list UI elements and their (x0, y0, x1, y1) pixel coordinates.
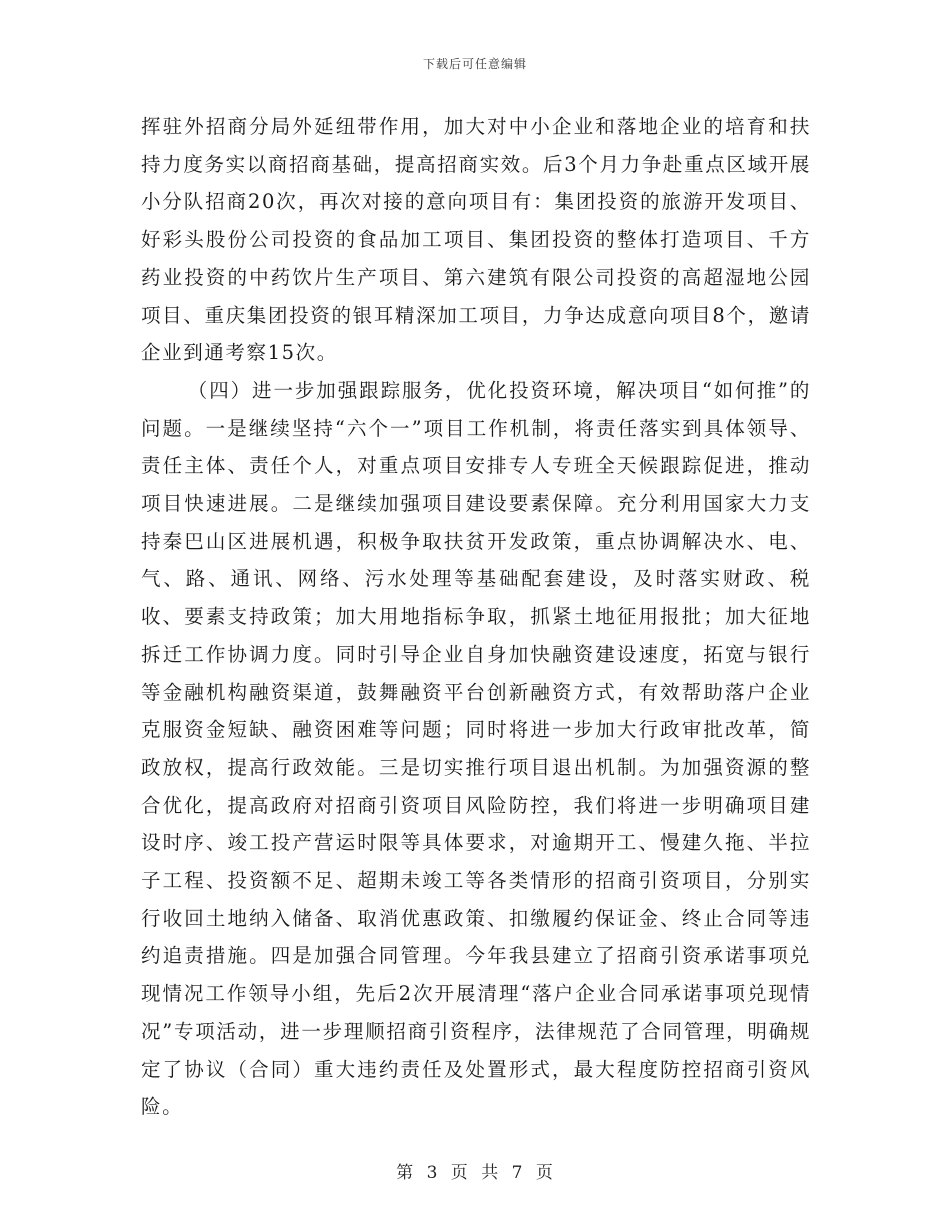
document-body (141, 108, 811, 1126)
page-number: 第 3 页 共 7 页 (396, 1163, 554, 1183)
page-header: 下载后可任意编辑 (422, 57, 527, 71)
paragraph-continued: 挥驻外招商分局外延纽带作用，加大对中小企业和落地企业的培育和扶持力度务实以商招商基础，提高招商实效。后3个月力争赴重点区域开展小分队招商20次，再次对接的意向项目有：集团投资的旅游开发项目、好彩头股份公司投资的食品加工项目、集团投资的整体打造项目、千方药业投资的中药饮片生产项目、第六建筑有限公司投资的高超湿地公园项目、重庆集团投资的银耳精深加工项目，力争达成意向项目8个，邀请企业到通考察15次。 (141, 115, 811, 365)
paragraph-section-four: （四）进一步加强跟踪服务，优化投资环境，解决项目“如何推”的问题。一是继续坚持“六个一”项目工作机制，将责任落实到具体领导、责任主体、责任个人，对重点项目安排专人专班全天候跟踪促进，推动项目快速进展。二是继续加强项目建设要素保障。充分利用国家大力支持秦巴山区进展机遇，积极争取扶贫开发政策，重点协调解决水、电、气、路、通讯、网络、污水处理等基础配套建设，及时落实财政、税收、要素支持政策；加大用地指标争取，抓紧土地征用报批；加大征地拆迁工作协调力度。同时引导企业自身加快融资建设速度，拓宽与银行等金融机构融资渠道，鼓舞融资平台创新融资方式，有效帮助落户企业克服资金短缺、融资困难等问题；同时将进一步加大行政审批改革，简政放权，提高行政效能。三是切实推行项目退出机制。为加强资源的整合优化，提高政府对招商引资项目风险防控，我们将进一步明确项目建设时序、竣工投产营运时限等具体要求，对逾期开工、慢建久拖、半拉子工程、投资额不足、超期未竣工等各类情形的招商引资项目，分别实行收回土地纳入储备、取消优惠政策、扣缴履约保证金、终止合同等违约追责措施。四是加强合同管理。今年我县建立了招商引资承诺事项兑现情况工作领导小组，先后2次开展清理“落户企业合同承诺事项兑现情况”专项活动，进一步理顺招商引资程序，法律规范了合同管理，明确规定了协议（合同）重大违约责任及处置形式，最大程度防控招商引资风险。 (141, 378, 811, 1119)
